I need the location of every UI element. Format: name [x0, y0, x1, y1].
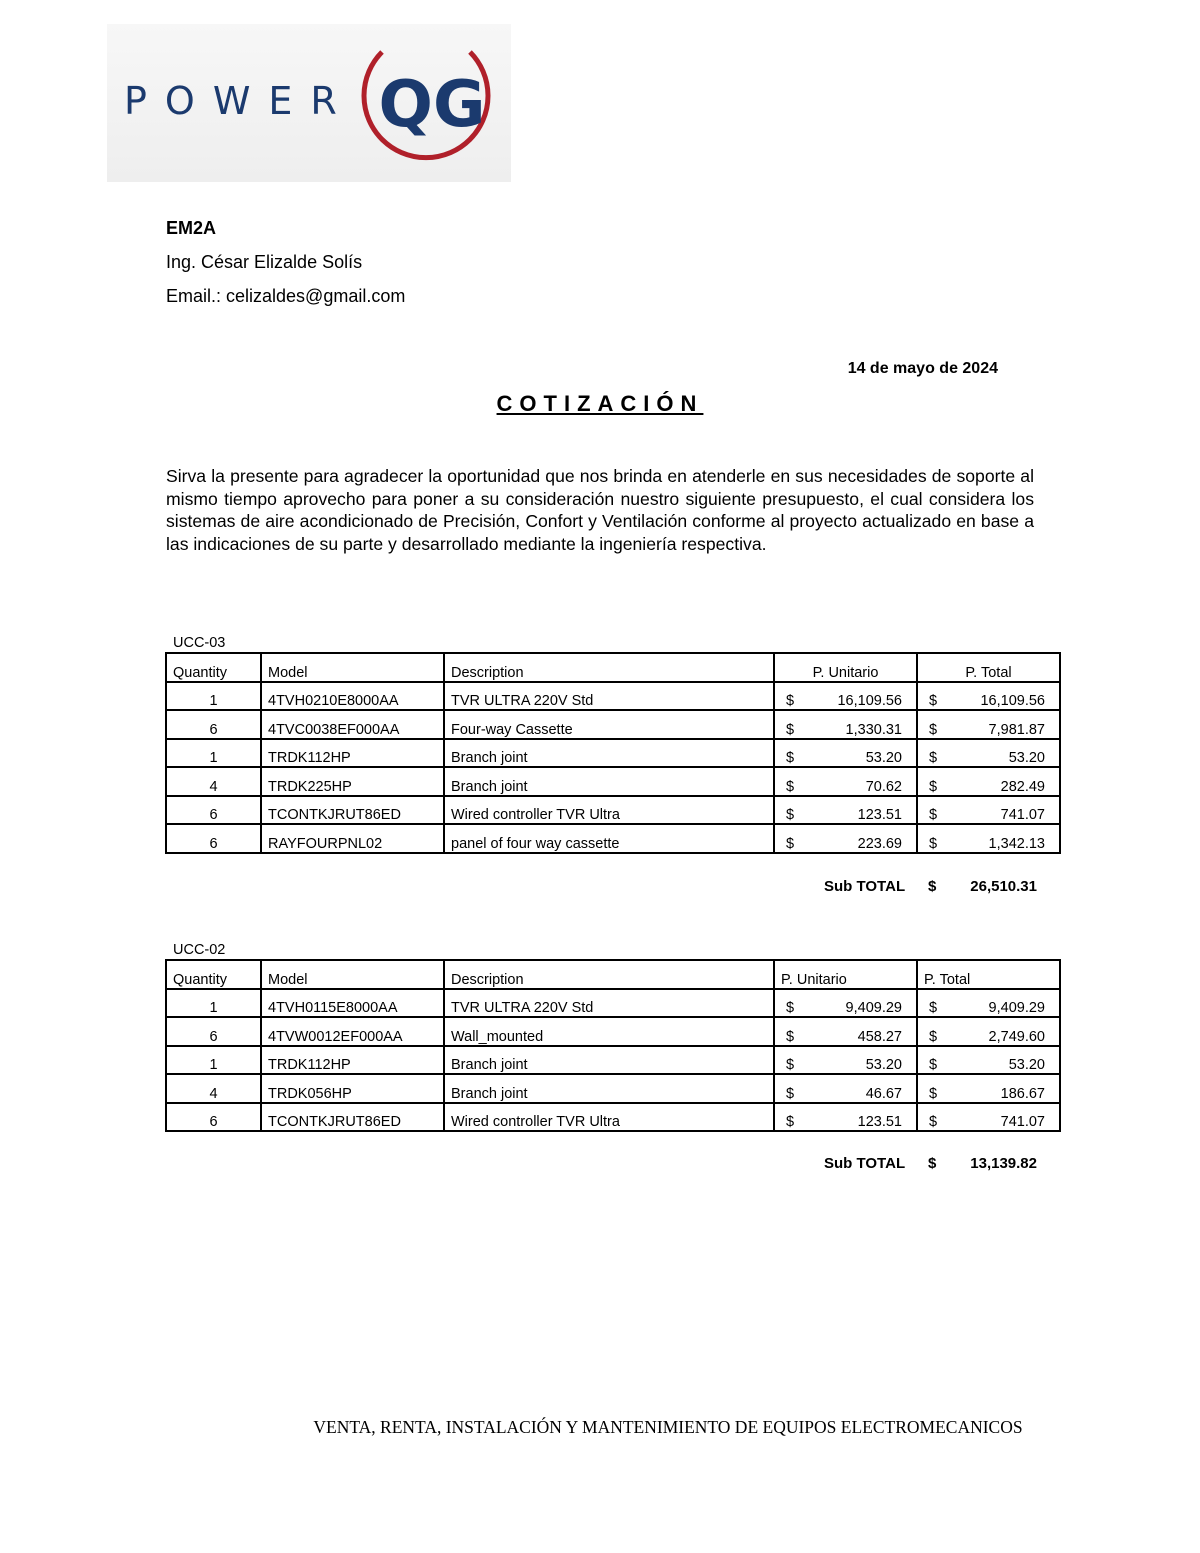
cell-quantity: 6 — [166, 1017, 261, 1046]
table-row — [166, 739, 1060, 768]
unit-price-value: 223.69 — [857, 835, 902, 852]
cell-quantity: 1 — [166, 739, 261, 768]
cell-unit-price — [774, 767, 917, 796]
currency-symbol: $ — [929, 1000, 938, 1016]
total-price-value: 53.20 — [1008, 750, 1045, 766]
table-row — [166, 1046, 1060, 1075]
subtotal-currency: $ — [928, 1155, 937, 1172]
currency-symbol: $ — [929, 693, 938, 709]
currency-symbol: $ — [929, 778, 938, 795]
currency-symbol: $ — [929, 1057, 938, 1073]
currency-symbol: $ — [929, 835, 938, 852]
cell-quantity: 6 — [166, 1103, 261, 1132]
cell-total-price — [917, 739, 1060, 768]
currency-symbol: $ — [929, 807, 938, 823]
subtotal-value: 13,139.82 — [970, 1155, 1037, 1172]
currency-symbol: $ — [929, 721, 938, 738]
cell-model: TRDK112HP — [261, 1046, 444, 1075]
subtotal-currency: $ — [928, 878, 937, 895]
table-row — [166, 767, 1060, 796]
table-body — [166, 989, 1060, 1132]
cell-description: Wall_mounted — [444, 1017, 774, 1046]
document-title: COTIZACIÓN — [496, 391, 704, 416]
cell-description: Four-way Cassette — [444, 710, 774, 739]
cell-description: Wired controller TVR Ultra — [444, 796, 774, 825]
cell-quantity: 1 — [166, 1046, 261, 1075]
client-email: Email.: celizaldes@gmail.com — [166, 286, 406, 306]
cell-quantity: 1 — [166, 989, 261, 1018]
unit-price-value: 1,330.31 — [845, 721, 902, 738]
cell-model: TCONTKJRUT86ED — [261, 1103, 444, 1132]
currency-symbol: $ — [786, 835, 795, 852]
cell-quantity: 4 — [166, 767, 261, 796]
total-price-value: 186.67 — [1000, 1085, 1045, 1102]
section-label: UCC-02 — [173, 942, 226, 958]
table-header-row — [166, 960, 1060, 989]
cell-description: TVR ULTRA 220V Std — [444, 682, 774, 711]
subtotal-label: Sub TOTAL — [824, 878, 906, 895]
cell-unit-price — [774, 1074, 917, 1103]
total-price-value: 53.20 — [1008, 1057, 1045, 1073]
currency-symbol: $ — [929, 750, 938, 766]
cell-unit-price — [774, 1046, 917, 1075]
cell-quantity: 6 — [166, 824, 261, 853]
total-price-value: 1,342.13 — [988, 835, 1045, 852]
cell-description: Branch joint — [444, 1046, 774, 1075]
cell-description: panel of four way cassette — [444, 824, 774, 853]
cell-quantity: 4 — [166, 1074, 261, 1103]
col-quantity: Quantity — [166, 960, 261, 989]
currency-symbol: $ — [786, 1085, 795, 1102]
cell-quantity: 6 — [166, 710, 261, 739]
cell-description: Branch joint — [444, 1074, 774, 1103]
cell-total-price — [917, 710, 1060, 739]
currency-symbol: $ — [786, 778, 795, 795]
table-row — [166, 1017, 1060, 1046]
unit-price-value: 458.27 — [857, 1028, 902, 1045]
cell-model: RAYFOURPNL02 — [261, 824, 444, 853]
cell-model: TRDK225HP — [261, 767, 444, 796]
col-unit-price: P. Unitario — [774, 653, 917, 682]
table-row — [166, 682, 1060, 711]
table-row — [166, 989, 1060, 1018]
currency-symbol: $ — [929, 1085, 938, 1102]
total-price-value: 282.49 — [1000, 778, 1045, 795]
cell-unit-price — [774, 1103, 917, 1132]
unit-price-value: 46.67 — [865, 1085, 902, 1102]
unit-price-value: 53.20 — [865, 1057, 902, 1073]
cell-total-price — [917, 1103, 1060, 1132]
total-price-value: 2,749.60 — [988, 1028, 1045, 1045]
currency-symbol: $ — [786, 1028, 795, 1045]
client-company: EM2A — [166, 218, 217, 238]
unit-price-value: 9,409.29 — [845, 1000, 902, 1016]
table-row — [166, 796, 1060, 825]
table-row — [166, 824, 1060, 853]
cell-quantity: 6 — [166, 796, 261, 825]
cell-unit-price — [774, 682, 917, 711]
cell-unit-price — [774, 796, 917, 825]
unit-price-value: 123.51 — [857, 807, 902, 823]
col-description: Description — [444, 960, 774, 989]
cell-description: TVR ULTRA 220V Std — [444, 989, 774, 1018]
cell-quantity: 1 — [166, 682, 261, 711]
table-body — [166, 682, 1060, 853]
subtotal-value: 26,510.31 — [970, 878, 1037, 895]
quote-table-ucc02 — [165, 959, 1061, 1132]
company-logo — [107, 24, 511, 182]
currency-symbol: $ — [786, 1000, 795, 1016]
cell-unit-price — [774, 824, 917, 853]
col-total-price: P. Total — [917, 653, 1060, 682]
col-unit-price: P. Unitario — [774, 960, 917, 989]
cell-unit-price — [774, 710, 917, 739]
table-row — [166, 1103, 1060, 1132]
currency-symbol: $ — [786, 1057, 795, 1073]
unit-price-value: 123.51 — [857, 1114, 902, 1130]
cell-total-price — [917, 682, 1060, 711]
quote-date: 14 de mayo de 2024 — [847, 360, 998, 377]
unit-price-value: 70.62 — [865, 778, 902, 795]
total-price-value: 741.07 — [1000, 1114, 1045, 1130]
logo-qg-mark — [352, 32, 512, 182]
col-model: Model — [261, 960, 444, 989]
col-description: Description — [444, 653, 774, 682]
cell-unit-price — [774, 989, 917, 1018]
currency-symbol: $ — [786, 721, 795, 738]
section-label: UCC-03 — [173, 635, 226, 651]
cell-model: 4TVW0012EF000AA — [261, 1017, 444, 1046]
cell-model: 4TVH0115E8000AA — [261, 989, 444, 1018]
table-row — [166, 710, 1060, 739]
unit-price-value: 53.20 — [865, 750, 902, 766]
logo-wordmark: POWER — [124, 79, 355, 123]
table-row — [166, 1074, 1060, 1103]
currency-symbol: $ — [929, 1114, 938, 1130]
cell-model: TRDK112HP — [261, 739, 444, 768]
currency-symbol: $ — [929, 1028, 938, 1045]
table-header-row — [166, 653, 1060, 682]
total-price-value: 9,409.29 — [988, 1000, 1045, 1016]
cell-total-price — [917, 767, 1060, 796]
currency-symbol: $ — [786, 750, 795, 766]
col-model: Model — [261, 653, 444, 682]
cell-total-price — [917, 824, 1060, 853]
footer-slogan: VENTA, RENTA, INSTALACIÓN Y MANTENIMIENTO DE EQUIPOS ELECTROMECANICOS — [313, 1417, 1023, 1437]
cell-model: TRDK056HP — [261, 1074, 444, 1103]
cell-unit-price — [774, 739, 917, 768]
unit-price-value: 16,109.56 — [837, 693, 902, 709]
currency-symbol: $ — [786, 807, 795, 823]
cell-total-price — [917, 1074, 1060, 1103]
cell-total-price — [917, 1017, 1060, 1046]
col-total-price: P. Total — [917, 960, 1060, 989]
subtotal-label: Sub TOTAL — [824, 1155, 906, 1172]
cell-model: TCONTKJRUT86ED — [261, 796, 444, 825]
cell-description: Branch joint — [444, 767, 774, 796]
cell-model: 4TVH0210E8000AA — [261, 682, 444, 711]
cell-description: Wired controller TVR Ultra — [444, 1103, 774, 1132]
cell-total-price — [917, 989, 1060, 1018]
client-contact: Ing. César Elizalde Solís — [166, 252, 363, 272]
total-price-value: 16,109.56 — [980, 693, 1045, 709]
cell-total-price — [917, 1046, 1060, 1075]
logo-qg-text: QG — [378, 68, 486, 142]
currency-symbol: $ — [786, 693, 795, 709]
intro-paragraph: Sirva la presente para agradecer la oportunidad que nos brinda en atenderle en sus necesidades de soporte al mismo tiempo aprovecho para poner a su consideración nuestro siguiente presupuesto, el cual considera los sistemas de aire acondicionado de Precisión, Confort y Ventilación conforme al proyecto actualizado en base a las indicaciones de su parte y desarrollado mediante la ingeniería respectiva. — [166, 466, 1034, 555]
cell-description: Branch joint — [444, 739, 774, 768]
quote-table-ucc03 — [165, 652, 1061, 854]
col-quantity: Quantity — [166, 653, 261, 682]
total-price-value: 741.07 — [1000, 807, 1045, 823]
currency-symbol: $ — [786, 1114, 795, 1130]
cell-model: 4TVC0038EF000AA — [261, 710, 444, 739]
cell-total-price — [917, 796, 1060, 825]
cell-unit-price — [774, 1017, 917, 1046]
total-price-value: 7,981.87 — [988, 721, 1045, 738]
